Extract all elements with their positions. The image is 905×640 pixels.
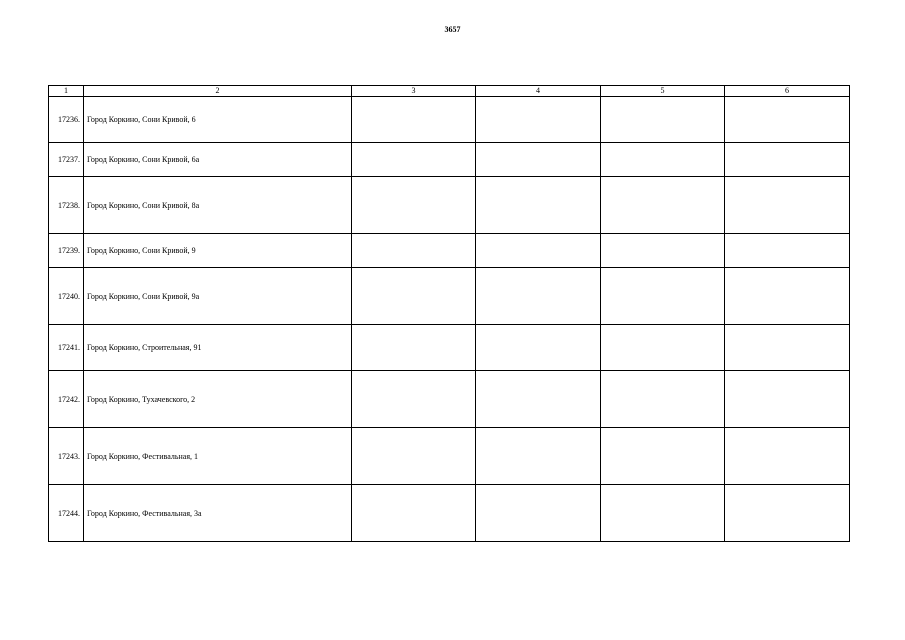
empty-cell — [476, 177, 601, 234]
row-number: 17238. — [49, 177, 84, 234]
empty-cell — [601, 485, 725, 542]
empty-cell — [725, 268, 850, 325]
empty-cell — [352, 268, 476, 325]
table-row — [49, 268, 850, 325]
row-address: Город Коркино, Сони Кривой, 6а — [84, 143, 352, 177]
empty-cell — [352, 143, 476, 177]
empty-cell — [476, 485, 601, 542]
empty-cell — [601, 143, 725, 177]
row-number: 17244. — [49, 485, 84, 542]
empty-cell — [352, 97, 476, 143]
empty-cell — [601, 97, 725, 143]
table-row — [49, 371, 850, 428]
row-address: Город Коркино, Тухачевского, 2 — [84, 371, 352, 428]
row-number: 17237. — [49, 143, 84, 177]
column-header: 1 — [49, 86, 84, 97]
column-header: 3 — [352, 86, 476, 97]
empty-cell — [725, 325, 850, 371]
table-row — [49, 485, 850, 542]
empty-cell — [725, 371, 850, 428]
empty-cell — [476, 97, 601, 143]
empty-cell — [725, 143, 850, 177]
empty-cell — [601, 371, 725, 428]
empty-cell — [352, 485, 476, 542]
table-row — [49, 234, 850, 268]
empty-cell — [352, 177, 476, 234]
empty-cell — [352, 325, 476, 371]
empty-cell — [352, 428, 476, 485]
table-row — [49, 325, 850, 371]
table-header-row — [49, 86, 850, 97]
empty-cell — [476, 325, 601, 371]
row-number: 17243. — [49, 428, 84, 485]
empty-cell — [725, 234, 850, 268]
column-header: 5 — [601, 86, 725, 97]
row-number: 17241. — [49, 325, 84, 371]
empty-cell — [476, 234, 601, 268]
empty-cell — [476, 268, 601, 325]
row-number: 17239. — [49, 234, 84, 268]
data-table — [48, 85, 850, 542]
table-row — [49, 97, 850, 143]
row-number: 17236. — [49, 97, 84, 143]
column-header: 4 — [476, 86, 601, 97]
row-number: 17242. — [49, 371, 84, 428]
row-number: 17240. — [49, 268, 84, 325]
empty-cell — [725, 428, 850, 485]
table-row — [49, 143, 850, 177]
empty-cell — [601, 268, 725, 325]
row-address: Город Коркино, Сони Кривой, 9а — [84, 268, 352, 325]
empty-cell — [601, 177, 725, 234]
empty-cell — [601, 428, 725, 485]
empty-cell — [476, 143, 601, 177]
row-address: Город Коркино, Сони Кривой, 8а — [84, 177, 352, 234]
empty-cell — [352, 234, 476, 268]
row-address: Город Коркино, Строительная, 91 — [84, 325, 352, 371]
empty-cell — [725, 177, 850, 234]
empty-cell — [476, 428, 601, 485]
table-row — [49, 177, 850, 234]
empty-cell — [601, 234, 725, 268]
empty-cell — [725, 97, 850, 143]
row-address: Город Коркино, Фестивальная, 1 — [84, 428, 352, 485]
row-address: Город Коркино, Фестивальная, 3а — [84, 485, 352, 542]
empty-cell — [601, 325, 725, 371]
page-number: 3657 — [444, 25, 461, 34]
row-address: Город Коркино, Сони Кривой, 6 — [84, 97, 352, 143]
empty-cell — [725, 485, 850, 542]
empty-cell — [352, 371, 476, 428]
column-header: 2 — [84, 86, 352, 97]
empty-cell — [476, 371, 601, 428]
table-row — [49, 428, 850, 485]
row-address: Город Коркино, Сони Кривой, 9 — [84, 234, 352, 268]
column-header: 6 — [725, 86, 850, 97]
